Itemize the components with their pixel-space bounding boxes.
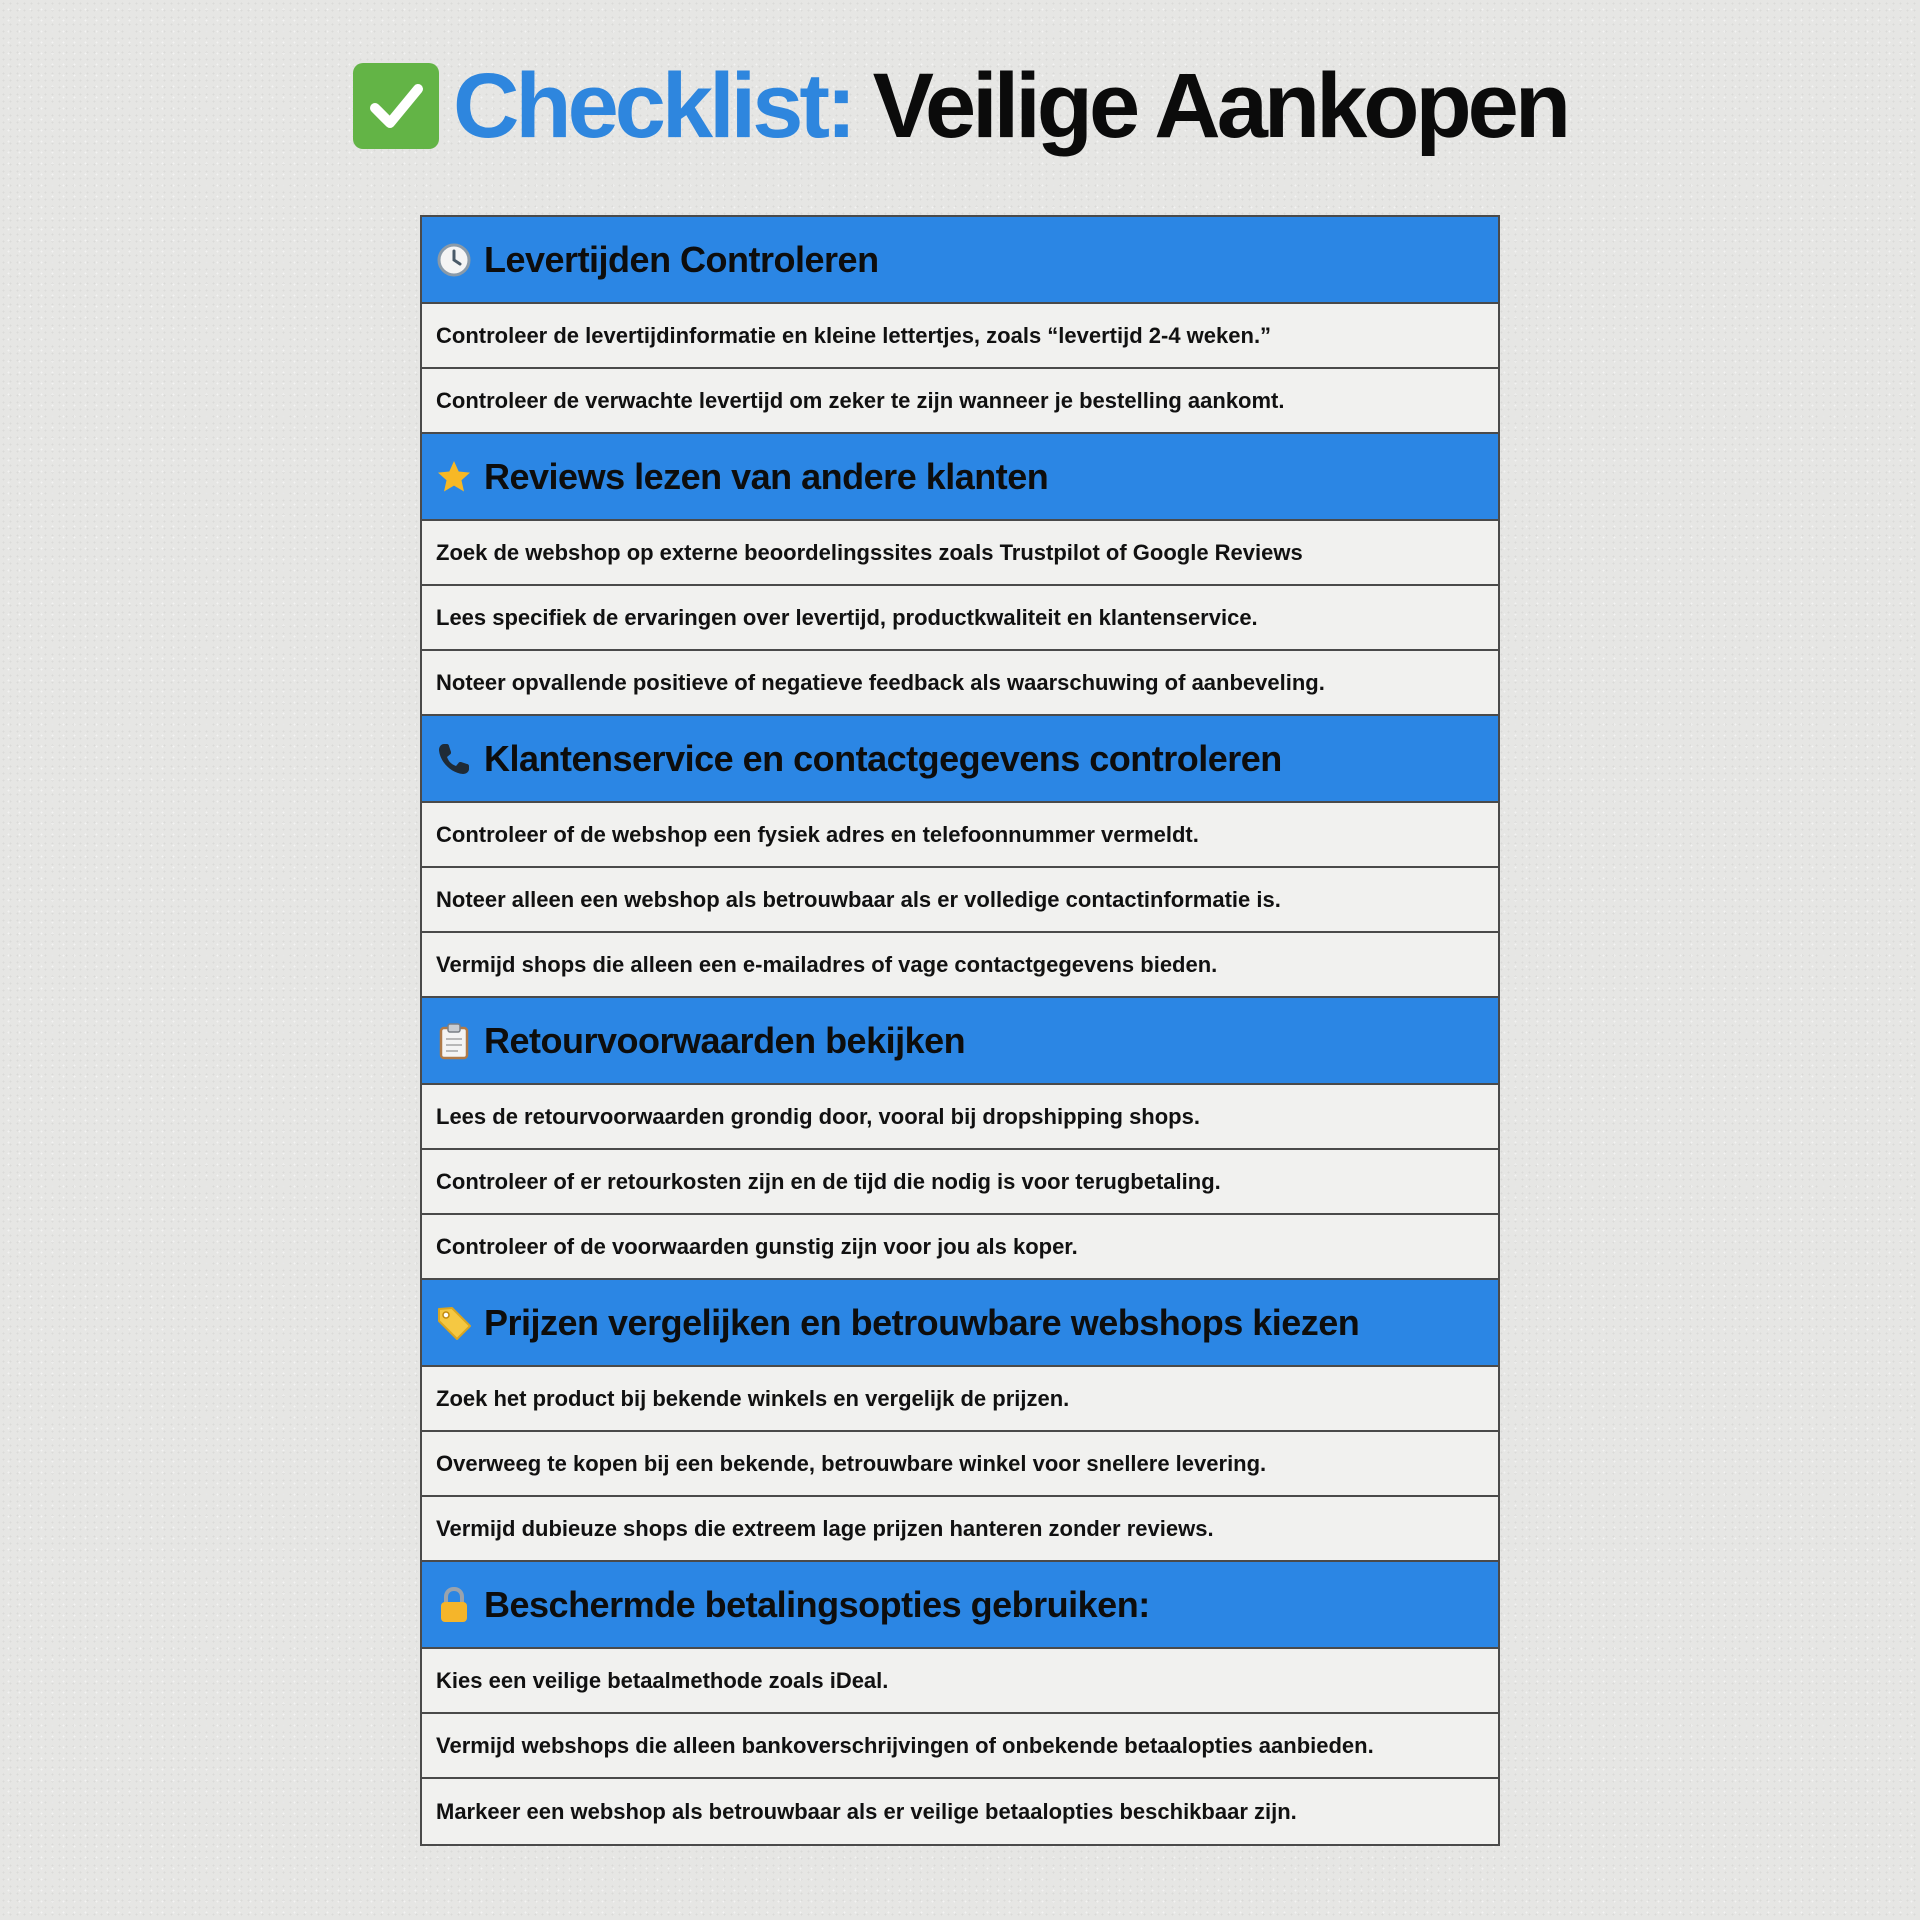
checklist-item: Controleer de verwachte levertijd om zeker te zijn wanneer je bestelling aankomt. [422, 369, 1498, 434]
section-title: Beschermde betalingsopties gebruiken: [484, 1583, 1150, 1625]
section-title: Levertijden Controleren [484, 238, 879, 280]
checklist-item: Noteer alleen een webshop als betrouwbaar als er volledige contactinformatie is. [422, 868, 1498, 933]
check-mark-button-icon [353, 63, 439, 149]
clipboard-icon [434, 1021, 474, 1061]
section-title: Retourvoorwaarden bekijken [484, 1019, 966, 1061]
checklist-item: Noteer opvallende positieve of negatieve feedback als waarschuwing of aanbeveling. [422, 651, 1498, 716]
title-highlight: Checklist: [452, 55, 853, 157]
section-title: Klantenservice en contactgegevens controleren [484, 737, 1282, 779]
section-header [422, 716, 1498, 803]
checklist-item: Lees specifiek de ervaringen over levertijd, productkwaliteit en klantenservice. [422, 586, 1498, 651]
price-tag-icon [434, 1303, 474, 1343]
checklist-item: Controleer of de voorwaarden gunstig zijn voor jou als koper. [422, 1215, 1498, 1280]
section-title: Prijzen vergelijken en betrouwbare webshops kiezen [484, 1301, 1360, 1343]
section-header [422, 1562, 1498, 1649]
clock-icon [434, 240, 474, 280]
checklist-table [420, 215, 1500, 1846]
checklist-item: Zoek de webshop op externe beoordelingssites zoals Trustpilot of Google Reviews [422, 521, 1498, 586]
section-header [422, 1280, 1498, 1367]
checklist-item: Controleer of de webshop een fysiek adres en telefoonnummer vermeldt. [422, 803, 1498, 868]
checklist-item: Vermijd dubieuze shops die extreem lage prijzen hanteren zonder reviews. [422, 1497, 1498, 1562]
page-title [0, 55, 1920, 157]
star-icon [434, 457, 474, 497]
section-header [422, 217, 1498, 304]
checklist-item: Controleer de levertijdinformatie en kleine lettertjes, zoals “levertijd 2-4 weken.” [422, 304, 1498, 369]
section-header [422, 434, 1498, 521]
checklist-item: Lees de retourvoorwaarden grondig door, vooral bij dropshipping shops. [422, 1085, 1498, 1150]
section-header [422, 998, 1498, 1085]
title-rest: Veilige Aankopen [872, 55, 1568, 157]
checklist-item: Controleer of er retourkosten zijn en de tijd die nodig is voor terugbetaling. [422, 1150, 1498, 1215]
phone-icon [434, 739, 474, 779]
checklist-item: Zoek het product bij bekende winkels en vergelijk de prijzen. [422, 1367, 1498, 1432]
checklist-item: Overweeg te kopen bij een bekende, betrouwbare winkel voor snellere levering. [422, 1432, 1498, 1497]
checklist-item: Markeer een webshop als betrouwbaar als er veilige betaalopties beschikbaar zijn. [422, 1779, 1498, 1844]
checklist-item: Kies een veilige betaalmethode zoals iDeal. [422, 1649, 1498, 1714]
checklist-item: Vermijd shops die alleen een e-mailadres of vage contactgegevens bieden. [422, 933, 1498, 998]
lock-icon [434, 1585, 474, 1625]
checklist-item: Vermijd webshops die alleen bankoverschrijvingen of onbekende betaalopties aanbieden. [422, 1714, 1498, 1779]
section-title: Reviews lezen van andere klanten [484, 455, 1049, 497]
